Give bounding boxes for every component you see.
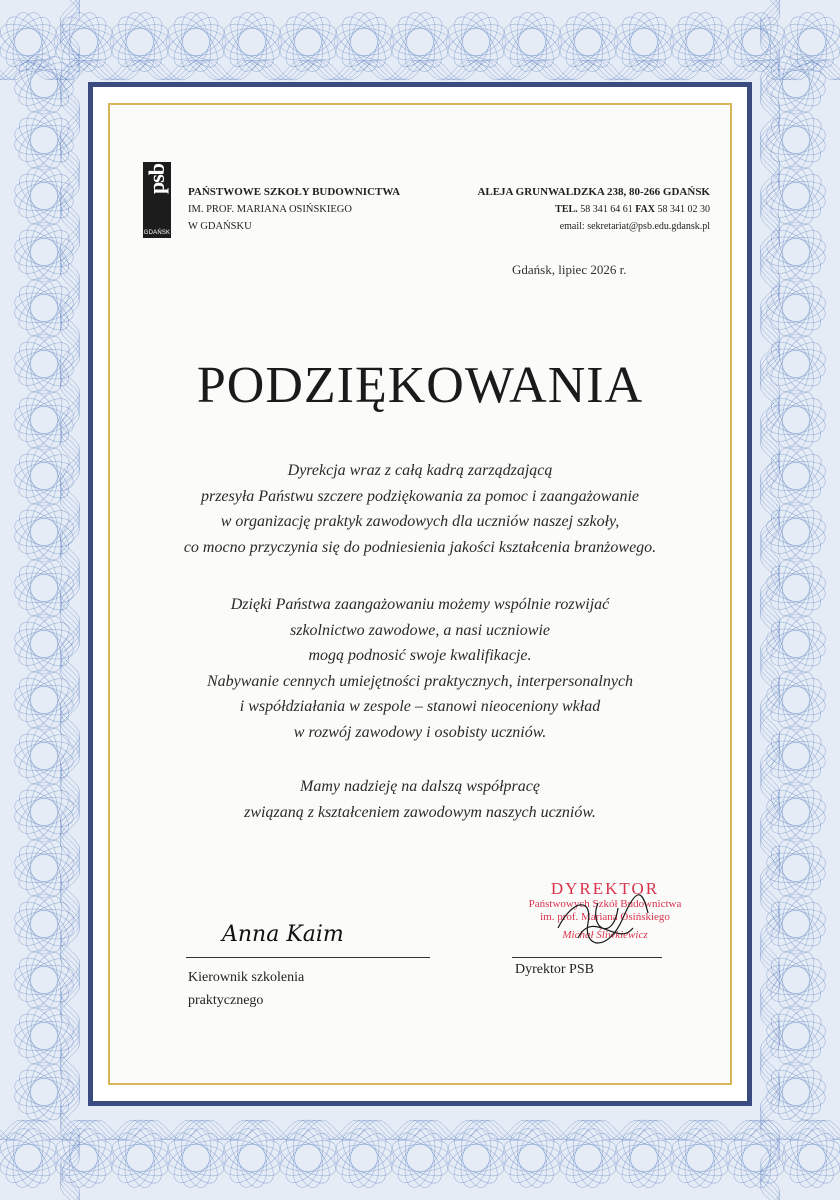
psb-logo: [143, 162, 171, 238]
stamp-line-1: Państwowych Szkół Budownictwa: [528, 898, 682, 910]
document-title: PODZIĘKOWANIA: [196, 357, 644, 414]
text-line: Nabywanie cennych umiejętności praktycznych, interpersonalnych: [206, 672, 634, 690]
text-line: Dyrekcja wraz z całą kadrą zarządzającą: [287, 462, 553, 479]
email: email: sekretariat@psb.edu.gdansk.pl: [559, 221, 710, 232]
left-handwritten-signature: Anna Kaim: [222, 922, 344, 947]
director-signature-scribble: [548, 888, 658, 958]
school-name: PAŃSTWOWE SZKOŁY BUDOWNICTWA: [188, 186, 401, 198]
fax-number: 58 341 02 30: [657, 204, 710, 215]
left-role-line-1: Kierownik szkolenia: [188, 970, 305, 985]
logo-text: psb: [144, 164, 169, 195]
stamp-name: Michał Śliwkiewicz: [562, 929, 648, 941]
address: ALEJA GRUNWALDZKA 238, 80-266 GDAŃSK: [477, 186, 710, 198]
text-line: mogą podnosić swoje kwalifikacje.: [308, 647, 532, 664]
paragraph-1: [120, 458, 720, 560]
left-signatory-role: [188, 966, 304, 1012]
text-line: Dzięki Państwa zaangażowaniu możemy wspólnie rozwijać: [230, 596, 610, 613]
phone-fax: [477, 201, 710, 218]
text-line: Mamy nadzieję na dalszą współpracę: [300, 778, 540, 795]
left-role-line-2: praktycznego: [188, 993, 264, 1008]
text-line: co mocno przyczynia się do podniesienia jakości kształcenia branżowego.: [183, 538, 657, 556]
tel-label: TEL.: [555, 204, 578, 215]
contact-info: [477, 184, 710, 235]
school-city: W GDAŃSKU: [188, 221, 252, 232]
text-line: w rozwój zawodowy i osobisty uczniów.: [293, 723, 547, 741]
stamp-title: DYREKTOR: [550, 879, 660, 898]
right-signatory-role: Dyrektor PSB: [515, 962, 594, 977]
tel-number: 58 341 64 61: [580, 204, 633, 215]
fax-label: FAX: [635, 204, 655, 215]
text-line: szkolnictwo zawodowe, a nasi uczniowie: [290, 621, 550, 639]
text-line: i współdziałania w zespole – stanowi nieoceniony wkład: [239, 698, 601, 715]
date-line: Gdańsk, lipiec 2026 r.: [512, 262, 627, 277]
text-line: przesyła Państwu szczere podziękowania za pomoc i zaangażowanie: [200, 487, 640, 505]
right-signature-line: [512, 957, 662, 958]
text-line: związaną z kształceniem zawodowym naszych uczniów.: [244, 803, 596, 821]
left-signature-line: [186, 957, 430, 958]
school-info: [188, 184, 400, 235]
stamp-line-2: im. prof. Mariana Osińskiego: [540, 911, 670, 923]
school-patron: IM. PROF. MARIANA OSIŃSKIEGO: [188, 204, 352, 215]
paragraph-3: [120, 774, 720, 825]
paragraph-2: [120, 592, 720, 745]
logo-subtext: GDAŃSK: [143, 230, 171, 236]
text-line: w organizację praktyk zawodowych dla uczniów naszej szkoły,: [220, 513, 620, 530]
